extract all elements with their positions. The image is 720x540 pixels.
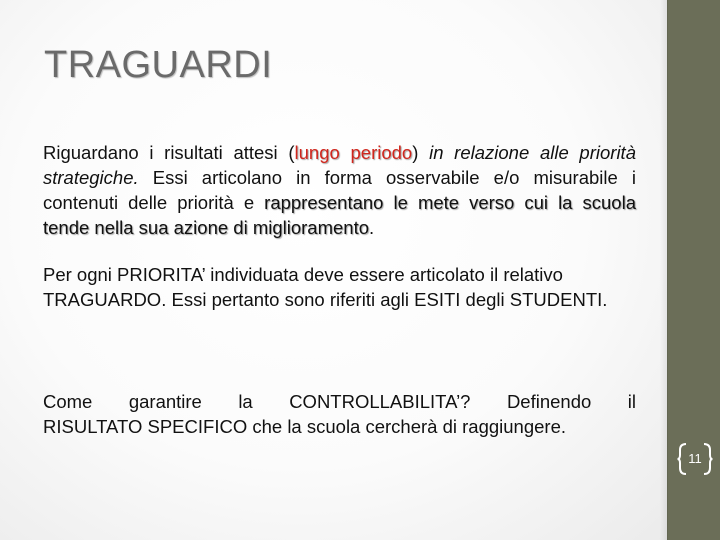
- paragraph-priorita: Per ogni PRIORITA’ individuata deve essere articolato il relativo TRAGUARDO. Essi pertanto sono riferiti agli ESITI degli STUDENTI.: [43, 264, 608, 310]
- p1-text-4: .: [369, 217, 375, 238]
- slide-edge-shadow: [660, 0, 668, 540]
- paragraph-controllabilita-line2: RISULTATO SPECIFICO che la scuola cercherà di raggiungere.: [43, 416, 567, 437]
- paragraph-definition: [43, 140, 636, 240]
- p1-text-2: ): [412, 142, 430, 163]
- paragraph-controllabilita-line1: Come garantire la CONTROLLABILITA’? Definendo il: [43, 391, 636, 412]
- slide-title: TRAGUARDI: [44, 44, 273, 86]
- p1-text-1: Riguardano i risultati attesi (: [43, 142, 295, 163]
- page-number: 11: [688, 451, 702, 466]
- page-number-badge: [677, 441, 713, 477]
- p1-emphasis-mete: rappresentano le mete verso cui la scuola tende nella sua azione di miglioramento: [43, 192, 636, 238]
- p1-text-3: Essi articolano in forma osservabile e/o misurabile i contenuti delle priorità e: [43, 167, 636, 213]
- p1-highlight-lungo-periodo: lungo periodo: [294, 142, 413, 163]
- p1-italic-strategic: in relazione alle priorità strategiche.: [43, 142, 636, 188]
